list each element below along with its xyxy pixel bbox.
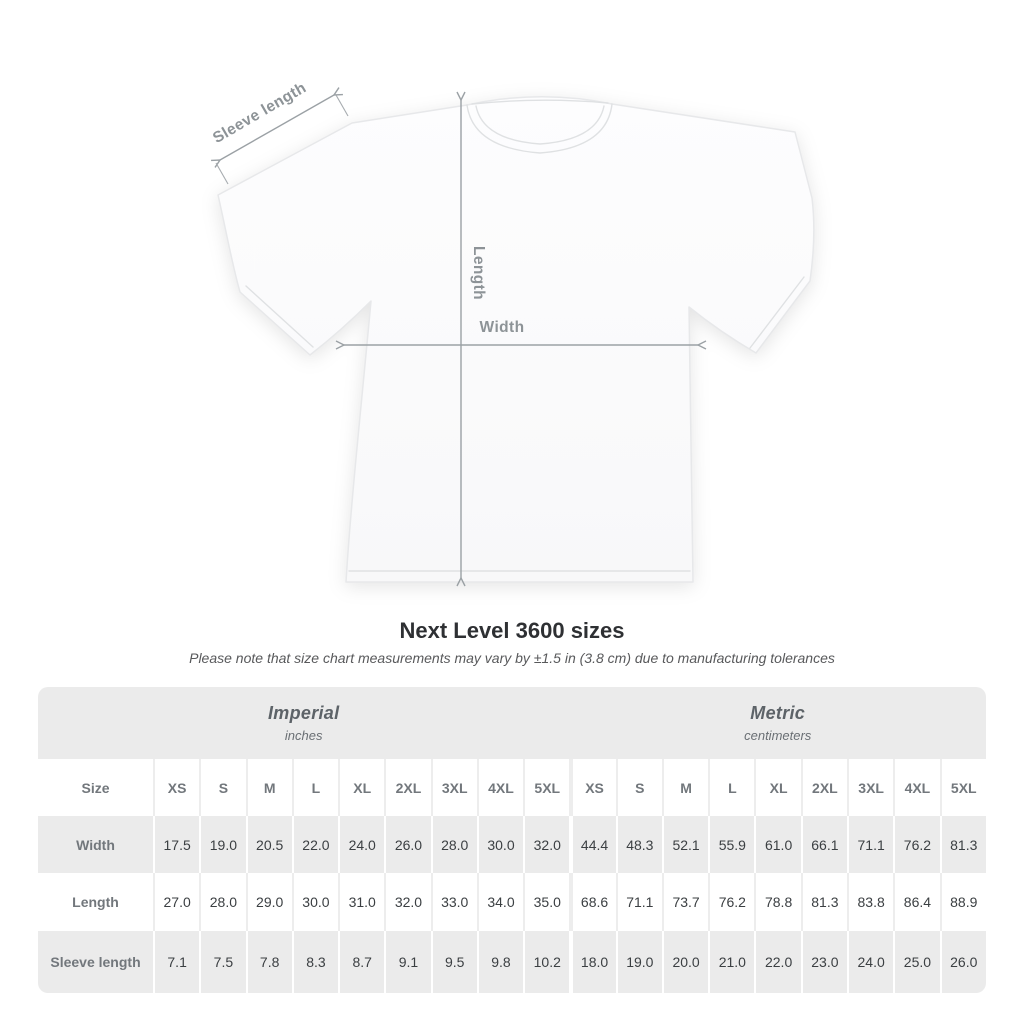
cell: 31.0 — [338, 873, 384, 931]
cell: 9.8 — [477, 931, 523, 993]
cell: 20.5 — [246, 816, 292, 873]
length-label: Length — [470, 245, 487, 301]
cell: 28.0 — [199, 873, 245, 931]
extension-tick — [336, 95, 348, 116]
cell: 55.9 — [708, 816, 754, 873]
tshirt-diagram-svg — [150, 60, 890, 620]
tolerance-note: Please note that size chart measurements may vary by ±1.5 in (3.8 cm) due to manufacturing tolerances — [189, 650, 835, 666]
tshirt-outline — [218, 97, 814, 582]
size-header-cell: M — [662, 759, 708, 816]
imperial-unit: inches — [284, 728, 323, 743]
cell: 61.0 — [754, 816, 800, 873]
cell: 83.8 — [847, 873, 893, 931]
size-header-cell: 2XL — [801, 759, 847, 816]
cell: 23.0 — [801, 931, 847, 993]
extension-tick — [216, 163, 228, 184]
cell: 18.0 — [569, 931, 615, 993]
size-header-cell: L — [708, 759, 754, 816]
cell: 20.0 — [662, 931, 708, 993]
size-chart-card — [38, 687, 986, 993]
cell: 7.1 — [153, 931, 199, 993]
cell: 17.5 — [153, 816, 199, 873]
size-header-cell: S — [199, 759, 245, 816]
cell: 7.5 — [199, 931, 245, 993]
metric-label: Metric — [750, 703, 806, 723]
size-header-cell: 4XL — [893, 759, 939, 816]
size-header-cell: S — [616, 759, 662, 816]
cell: 22.0 — [754, 931, 800, 993]
cell: 19.0 — [616, 931, 662, 993]
cell: 68.6 — [569, 873, 615, 931]
cell: 8.7 — [338, 931, 384, 993]
cell: 81.3 — [801, 873, 847, 931]
size-header-row — [38, 759, 986, 816]
sleeve-length-label: Sleeve length — [210, 79, 310, 147]
cell: 9.1 — [384, 931, 430, 993]
row-sleeve-length — [38, 931, 986, 993]
size-chart-title: Next Level 3600 sizes — [399, 618, 625, 643]
size-header-cell: 4XL — [477, 759, 523, 816]
cell: 52.1 — [662, 816, 708, 873]
cell: 76.2 — [708, 873, 754, 931]
cell: 26.0 — [940, 931, 986, 993]
cell: 88.9 — [940, 873, 986, 931]
cell: 78.8 — [754, 873, 800, 931]
cell: 19.0 — [199, 816, 245, 873]
cell: 34.0 — [477, 873, 523, 931]
cell: 30.0 — [477, 816, 523, 873]
cell: 29.0 — [246, 873, 292, 931]
cell: 66.1 — [801, 816, 847, 873]
row-label: Width — [38, 816, 153, 873]
cell: 44.4 — [569, 816, 615, 873]
size-header-cell: 5XL — [940, 759, 986, 816]
size-header-cell: XS — [569, 759, 615, 816]
imperial-label: Imperial — [267, 703, 340, 723]
cell: 25.0 — [893, 931, 939, 993]
cell: 21.0 — [708, 931, 754, 993]
size-header-cell: XL — [338, 759, 384, 816]
cell: 8.3 — [292, 931, 338, 993]
size-header-cell: 2XL — [384, 759, 430, 816]
cell: 32.0 — [384, 873, 430, 931]
cell: 26.0 — [384, 816, 430, 873]
size-header-cell: 3XL — [847, 759, 893, 816]
cell: 27.0 — [153, 873, 199, 931]
metric-header — [569, 687, 986, 759]
size-header-cell: XL — [754, 759, 800, 816]
cell: 9.5 — [431, 931, 477, 993]
cell: 24.0 — [338, 816, 384, 873]
cell: 30.0 — [292, 873, 338, 931]
cell: 73.7 — [662, 873, 708, 931]
size-chart-table — [38, 687, 986, 993]
width-label: Width — [479, 319, 525, 336]
imperial-header — [38, 687, 569, 759]
cell: 24.0 — [847, 931, 893, 993]
cell: 71.1 — [847, 816, 893, 873]
row-label: Sleeve length — [38, 931, 153, 993]
size-column-header: Size — [38, 759, 153, 816]
cell: 71.1 — [616, 873, 662, 931]
cell: 32.0 — [523, 816, 569, 873]
cell: 48.3 — [616, 816, 662, 873]
size-header-cell: XS — [153, 759, 199, 816]
row-label: Length — [38, 873, 153, 931]
size-header-cell: L — [292, 759, 338, 816]
cell: 10.2 — [523, 931, 569, 993]
row-length — [38, 873, 986, 931]
cell: 76.2 — [893, 816, 939, 873]
size-header-cell: 5XL — [523, 759, 569, 816]
cell: 28.0 — [431, 816, 477, 873]
unit-header-row — [38, 687, 986, 759]
cell: 81.3 — [940, 816, 986, 873]
size-header-cell: 3XL — [431, 759, 477, 816]
cell: 86.4 — [893, 873, 939, 931]
size-header-cell: M — [246, 759, 292, 816]
cell: 22.0 — [292, 816, 338, 873]
row-width — [38, 816, 986, 873]
tshirt-size-diagram — [150, 60, 890, 620]
cell: 7.8 — [246, 931, 292, 993]
cell: 33.0 — [431, 873, 477, 931]
metric-unit: centimeters — [744, 728, 812, 743]
cell: 35.0 — [523, 873, 569, 931]
